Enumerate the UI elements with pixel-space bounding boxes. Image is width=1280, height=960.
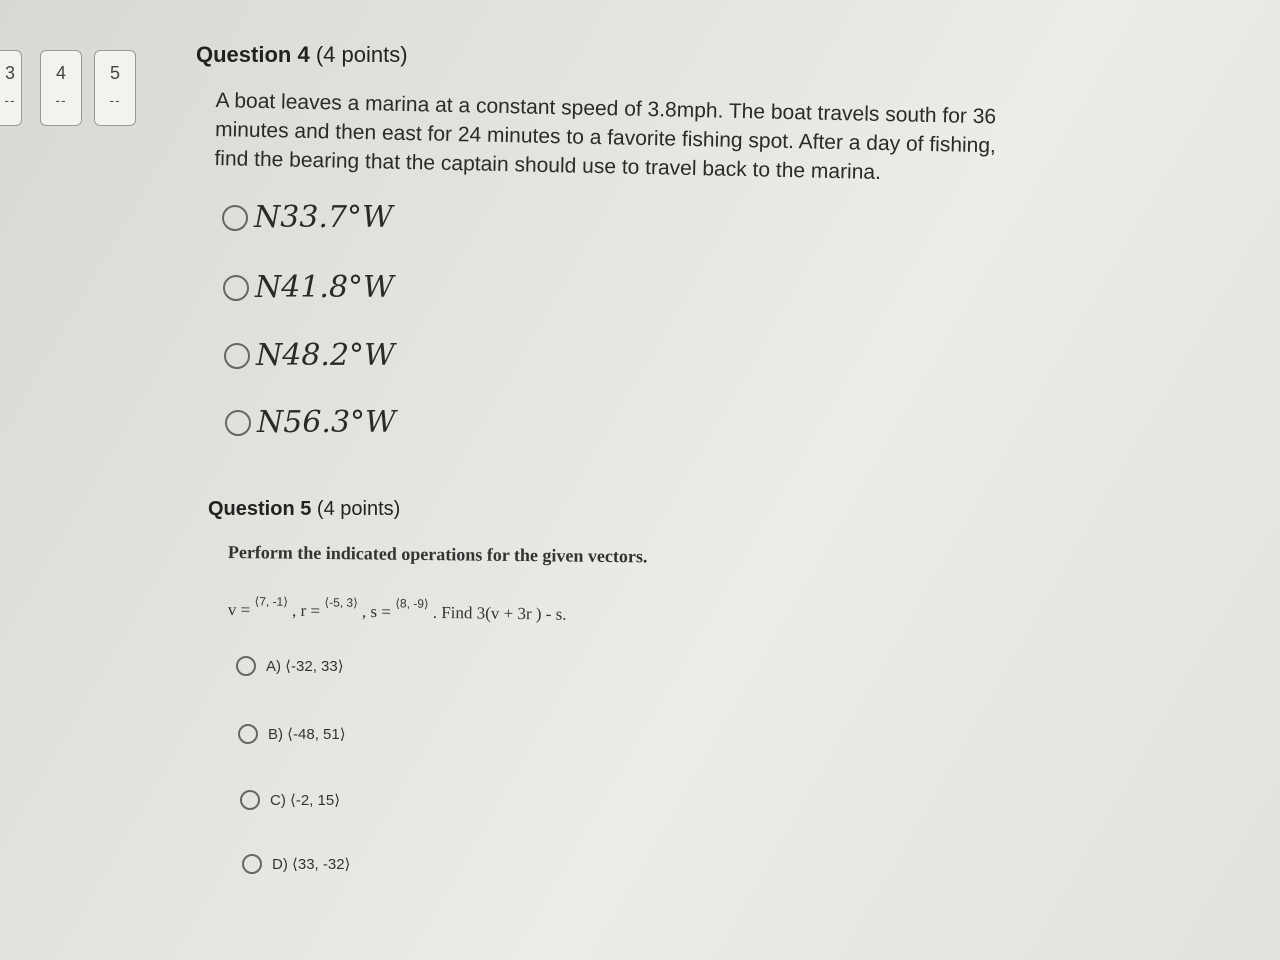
option-label: N41.8°W: [255, 270, 394, 305]
question-nav-4[interactable]: [40, 50, 82, 126]
question-nav-5[interactable]: [94, 50, 136, 126]
vector-s-value: ⟨8, -9⟩: [395, 596, 429, 611]
vector-r-label: , r =: [291, 600, 321, 621]
q5-option-d[interactable]: [242, 854, 350, 874]
option-label: N56.3°W: [257, 405, 396, 440]
question-text-line: find the bearing that the captain should use to travel back to the marina.: [214, 146, 882, 184]
question-title-text: Question 5: [208, 498, 312, 520]
question-5-vectors: [227, 594, 567, 625]
vector-v-label: v =: [227, 600, 251, 620]
nav-status: --: [55, 92, 67, 108]
nav-status: --: [109, 92, 121, 108]
question-points: (4 points): [315, 42, 408, 67]
radio-button[interactable]: [223, 275, 249, 301]
question-5-instruction: Perform the indicated operations for the given vectors.: [227, 542, 648, 567]
q5-option-b[interactable]: [238, 724, 346, 744]
nav-number: 5: [109, 63, 120, 83]
q5-option-c[interactable]: [240, 790, 340, 810]
radio-button[interactable]: [236, 656, 256, 676]
option-label: N33.7°W: [254, 200, 393, 235]
radio-button[interactable]: [225, 410, 251, 436]
q4-option-a[interactable]: [222, 200, 393, 235]
nav-status: --: [4, 92, 16, 108]
question-4-text: [214, 86, 1016, 190]
question-4-title: [196, 42, 408, 68]
vector-r-value: ⟨-5, 3⟩: [324, 595, 358, 610]
radio-button[interactable]: [222, 205, 248, 231]
q5-option-a[interactable]: [236, 656, 344, 676]
option-label: A) ⟨-32, 33⟩: [266, 658, 344, 675]
option-label: N48.2°W: [256, 338, 395, 373]
question-nav-3[interactable]: [0, 50, 22, 126]
vector-v-value: ⟨7, -1⟩: [254, 594, 289, 609]
option-label: D) ⟨33, -32⟩: [272, 856, 351, 873]
nav-number: 3: [4, 63, 15, 83]
question-points: (4 points): [316, 498, 401, 520]
radio-button[interactable]: [240, 790, 260, 810]
radio-button[interactable]: [242, 854, 262, 874]
question-5-title: [208, 498, 400, 521]
q4-option-d[interactable]: [225, 405, 396, 440]
radio-button[interactable]: [224, 343, 250, 369]
q4-option-b[interactable]: [223, 270, 394, 305]
option-label: C) ⟨-2, 15⟩: [270, 792, 341, 809]
vector-s-label: , s =: [361, 601, 392, 622]
option-label: B) ⟨-48, 51⟩: [268, 726, 346, 743]
q4-option-c[interactable]: [224, 338, 395, 373]
nav-number: 4: [55, 63, 66, 83]
radio-button[interactable]: [238, 724, 258, 744]
question-text-line: A boat leaves a marina at a constant speed of 3.8mph. The boat travels south for 36: [215, 88, 997, 129]
question-title-text: Question 4: [196, 42, 310, 67]
question-text-line: minutes and then east for 24 minutes to a favorite fishing spot. After a day of fishing,: [214, 117, 997, 158]
find-expression: . Find 3(v + 3r ) - s.: [432, 602, 567, 624]
